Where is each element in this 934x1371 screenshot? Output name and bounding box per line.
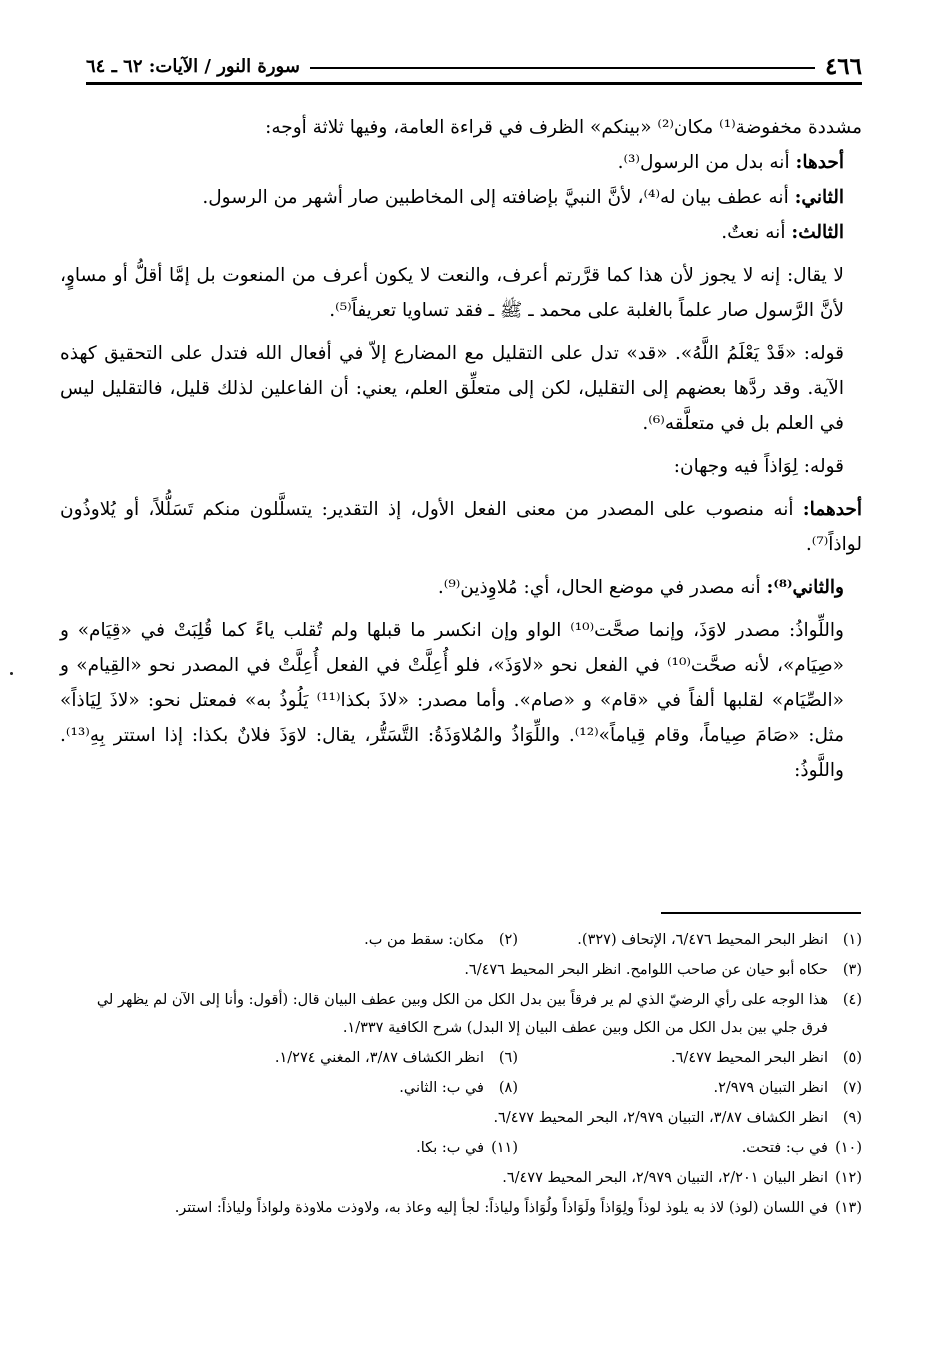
footnote-text: انظر التبيان ٢/٩٧٩.	[713, 1080, 828, 1096]
paragraph: لا يقال: إنه لا يجوز لأن هذا كما قرَّرتم أعرف، والنعت لا يكون أعرف من المنعوت بل إمَّا أقلُّ أو مساوٍ، لأنَّ الرَّسول صار علماً بالغلبة على محمد ـ ﷺ ـ فقد تساويا تعريفاً⁽⁵⁾.	[60, 265, 844, 321]
page-header	[86, 38, 862, 85]
paragraph-text: أنه عطف بيان له⁽⁴⁾، لأنَّ النبيَّ بإضافته إلى المخاطبين صار أشهر من الرسول.	[202, 187, 795, 208]
paragraph: قوله: «قَدْ يَعْلَمُ اللَّهُ». «قد» تدل على التقليل مع المضارع إلاّ في أفعال الله فتدل على التحقيق كهذه الآية. وقد ردَّها بعضهم إلى التقليل، لكن إلى متعلِّق العلم، يعني: أن الفاعلين لذلك قليل، فالتقليل ليس في العلم بل في متعلَّقه⁽⁶⁾.	[60, 343, 844, 434]
paragraph	[60, 215, 862, 250]
footnote-number: (٤)	[842, 992, 862, 1008]
footnote-text: في ب: الثاني.	[399, 1080, 484, 1096]
section-label: الثاني:	[794, 187, 844, 208]
paragraph-text: أنه نعتٌ.	[721, 222, 792, 243]
footnote-text: انظر البيان ٢/٢٠١، التبيان ٢/٩٧٩، البحر المحيط ٦/٤٧٧.	[502, 1170, 828, 1186]
footnote-number: (٩)	[842, 1110, 862, 1126]
footnote-text: في اللسان (لوذ) لاذ به يلوذ لوذاً ولِوَاذاً ولَوَاذاً ولُوَاذاً ولياذاً: لجأ إليه وعاذ به، ولاوذت ملاوذة ولواذاً ولياذاً: استتر.	[174, 1200, 828, 1216]
footnote-number: (٥)	[842, 1050, 862, 1066]
paragraph	[60, 492, 862, 562]
footnote-text: في ب: بكا.	[416, 1140, 484, 1156]
paragraph	[60, 180, 862, 215]
footnote-number: (٣)	[842, 962, 862, 978]
section-label: الثالث:	[791, 222, 844, 243]
paragraph: قوله: لِوَاذاً فيه وجهان:	[673, 456, 844, 477]
paragraph-text: أنه بدل من الرسول⁽³⁾.	[617, 152, 796, 173]
header-rule	[310, 67, 815, 69]
section-label: والثاني⁽⁸⁾:	[766, 577, 844, 598]
footnote-number: (٨)	[498, 1080, 518, 1096]
footnote-row	[70, 926, 862, 954]
footnote-row	[70, 1194, 862, 1222]
footnote-number: (١١)	[491, 1140, 518, 1156]
paragraph-text: أنه مصدر في موضع الحال، أي: مُلاوِذين⁽⁹⁾.	[437, 577, 767, 598]
footnote-row	[70, 1074, 862, 1102]
footnote-text: انظر الكشاف ٣/٨٧، المغني ١/٢٧٤.	[274, 1050, 484, 1066]
footnote-text: انظر البحر المحيط ٦/٤٧٧.	[671, 1050, 828, 1066]
footnote-separator	[661, 912, 861, 914]
footnote-number: (١٠)	[835, 1140, 862, 1156]
footnote-pair	[70, 1134, 828, 1162]
footnote-row	[70, 1134, 862, 1162]
footnotes	[70, 926, 862, 1224]
footnote-number: (١٢)	[835, 1170, 862, 1186]
footnote-row	[70, 956, 862, 984]
footnote-text: انظر الكشاف ٣/٨٧، التبيان ٢/٩٧٩، البحر المحيط ٦/٤٧٧.	[493, 1110, 828, 1126]
footnote-pair	[70, 1044, 828, 1072]
footnote-pair	[70, 1074, 828, 1102]
footnote-number: (٦)	[498, 1050, 518, 1066]
footnote-pair	[70, 926, 828, 954]
section-label: أحدهما:	[802, 499, 862, 520]
footnote-row	[70, 1044, 862, 1072]
paragraph: مشددة مخفوضة⁽¹⁾ مكان⁽²⁾ «بينكم» الظرف في قراءة العامة، وفيها ثلاثة أوجه:	[265, 117, 862, 138]
footnote-text: حكاه أبو حيان عن صاحب اللوامح. انظر البحر المحيط ٦/٤٧٦.	[464, 962, 828, 978]
footnote-number: (٧)	[842, 1080, 862, 1096]
paragraph	[60, 570, 862, 605]
paragraph-text: أنه منصوب على المصدر من معنى الفعل الأول، إذ التقدير: يتسلَّلون منكم تَسَلُّلاً، أو يُلاوذُون لواذاً⁽⁷⁾.	[60, 499, 862, 555]
scan-speck	[10, 672, 13, 675]
footnote-text: مكان: سقط من ب.	[364, 932, 484, 948]
paragraph	[60, 145, 862, 180]
main-text	[60, 110, 862, 788]
page-number: ٤٦٦	[824, 53, 862, 80]
footnote-text: هذا الوجه على رأي الرضيّ الذي لم ير فرقاً بين بدل الكل من الكل وبين عطف البيان قال: (أقول: وأنا إلى الآن لم يظهر لي فرق جلي بين بدل الكل من الكل وبين عطف البيان إلا البدل) شرح الكافية ١/٣٣٧.	[96, 992, 828, 1036]
footnote-number: (٢)	[498, 932, 518, 948]
paragraph: واللِّواذُ: مصدر لاوَذَ، وإنما صحَّت⁽¹⁰⁾ الواو وإن انكسر ما قبلها ولم تُقلب ياءً كما قُلِبَتْ في «قِيَام» و «صِيَام»، لأنه صحَّت⁽¹⁰⁾ في الفعل نحو «لاوَذَ»، فلو أُعِلَّتْ في الفعل أُعِلَّتْ في المصدر نحو «القِيام» و «الصِّيَام» لقلبها ألفاً في «قام» و «صام». وأما مصدر: «لاذَ بكذا⁽¹¹⁾ يَلُوذُ به» فمعتل نحو: «لاذَ لِيَاذاً» مثل: «صَامَ صِياماً، وقام قِياماً»⁽¹²⁾. واللِّوَاذُ والمُلاوَذَةُ: التَّسَتُّر، يقال: لاوَذَ فلانٌ بكذا: إذا استتر بِهِ⁽¹³⁾. واللَّوذُ:	[60, 620, 844, 781]
section-label: أحدها:	[795, 152, 844, 173]
footnote-number: (١)	[842, 932, 862, 948]
footnote-text: في ب: فتحت.	[741, 1140, 828, 1156]
footnote-row	[70, 1164, 862, 1192]
footnote-row	[70, 1104, 862, 1132]
running-title: سورة النور / الآيات: ٦٢ ـ ٦٤	[86, 56, 300, 77]
footnote-row	[70, 986, 862, 1042]
footnote-text: انظر البحر المحيط ٦/٤٧٦، الإتحاف (٣٢٧).	[577, 932, 828, 948]
footnote-number: (١٣)	[835, 1200, 862, 1216]
